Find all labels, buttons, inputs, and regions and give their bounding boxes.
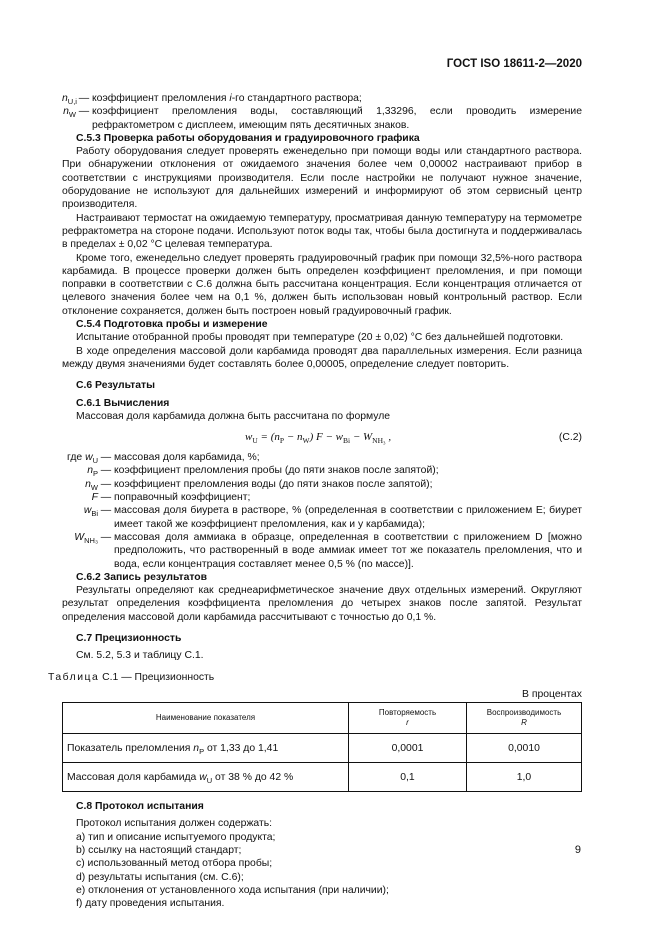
formula-c2: [62, 423, 582, 451]
paragraph: Протокол испытания должен содержать:: [76, 818, 273, 830]
table-header: Повторяемость r: [349, 703, 467, 734]
list-item: f) дату проведения испытания.: [76, 898, 225, 910]
table-caption: Таблица С.1 — Прецизионность: [48, 671, 215, 683]
definition-item: F — поправочный коэффициент;: [91, 492, 251, 504]
section-title-c8: С.8 Протокол испытания: [76, 801, 204, 813]
document-header: ГОСТ ISO 18611-2—2020: [446, 58, 582, 70]
table-header: Воспроизводимость R: [467, 703, 582, 734]
paragraph: В ходе определения массовой доли карбамида проводят два параллельных измерения. Если разница между двумя значениями будет составлять более 0,00005, определение следует повторить.: [62, 345, 582, 370]
definition-item: $w_{Bi}$ — массовая доля биурета в растворе, % (определенная в соответствии с приложением Е; биурет имеет такой же коэффициент преломления, как и у карбамида);: [83, 505, 582, 530]
paragraph: Работу оборудования следует проверять еженедельно при помощи воды или стандартного раствора. При обнаружении отклонения от ожидаемого значения более чем 0,00002 настраивают прибор в соответствии с инструкциями производителя. Если после настройки не получают нужное значение, оборудование не используют для дальнейших измерений и информируют об этом сервисный центр производителя.: [62, 146, 582, 211]
definition-item: $W_{NH_3}$ — массовая доля аммиака в образце, определенная в соответствии с приложением D [можно предположить, что растворенный в воде аммиак имеет тот же показатель преломления, что и вода, если концентрация составляет менее 0,5 % (по массе)].: [74, 531, 582, 570]
definition-item: $n_{U,i}$ — коэффициент преломления i-го стандартного раствора;: [62, 93, 362, 106]
table-cell: Показатель преломления $n_P$ от 1,33 до 1,41: [63, 734, 349, 763]
section-title-c53: С.5.3 Проверка работы оборудования и градуировочного графика: [76, 132, 420, 144]
section-title-c7: С.7 Прецизионность: [76, 632, 182, 644]
page-number: 9: [574, 844, 581, 856]
definition-item: $n_W$ — коэффициент преломления воды, составляющий 1,33296, если проводить измерение рефрактометром с дисплеем, имеющим пять десятичных знаков.: [63, 106, 582, 131]
list-item: а) тип и описание испытуемого продукта;: [76, 831, 276, 843]
paragraph: Настраивают термостат на ожидаемую температуру, просматривая данную температуру на термометре рефрактометра на стороне подачи. Используют поток воды так, чтобы была достигнута и поддерживалась в пределах ± 0,02 °С целевая температура.: [62, 212, 582, 251]
list-item: d) результаты испытания (см. С.6);: [76, 871, 244, 883]
table-cell: 0,1: [349, 763, 467, 792]
table-header-row: [63, 703, 582, 734]
section-title-c54: С.5.4 Подготовка пробы и измерение: [76, 319, 268, 331]
section-title-c6: С.6 Результаты: [76, 380, 155, 392]
paragraph: Кроме того, еженедельно следует проверять градуировочный график при помощи 32,5%-ного раствора карбамида. В процессе проверки должен быть определен коэффициент преломления, и при помощи поправки в соответствии с С.6 должна быть рассчитана концентрация. Если концентрация отличается от целевого значения более чем на 0,1 %, должен быть использован новый контрольный раствор. Если отклонение сохраняется, должен быть построен новый градуировочный график.: [62, 252, 582, 317]
section-title-c62: С.6.2 Запись результатов: [76, 571, 208, 583]
list-item: b) ссылку на настоящий стандарт;: [76, 845, 242, 857]
paragraph: Испытание отобранной пробы проводят при температуре (20 ± 0,02) °С без дальнейшей подготовки.: [76, 332, 564, 344]
list-item: с) использованный метод отбора пробы;: [76, 858, 273, 870]
paragraph: См. 5.2, 5.3 и таблицу С.1.: [76, 650, 204, 662]
report-list: [62, 831, 582, 911]
definition-item: $n_P$ — коэффициент преломления пробы (до пяти знаков после запятой);: [87, 465, 439, 479]
table-cell: Массовая доля карбамида $w_U$ от 38 % до 42 %: [63, 763, 349, 792]
formula-number: (С.2): [558, 432, 582, 444]
page-content: [48, 92, 582, 911]
definition-item: $n_W$ — коэффициент преломления воды (до пяти знаков после запятой);: [85, 478, 433, 492]
table-row: [63, 763, 582, 792]
formula-definitions: [62, 451, 582, 571]
formula-expression: $w_U = (n_P - n_W) F - w_{Bi} - W_{NH_3}$ ,: [245, 431, 392, 446]
section-title-c61: С.6.1 Вычисления: [76, 397, 170, 409]
table-row: [63, 734, 582, 763]
table-cell: 0,0001: [349, 734, 467, 763]
paragraph: Массовая доля карбамида должна быть рассчитана по формуле: [76, 410, 391, 422]
table-header: Наименование показателя: [63, 703, 349, 734]
table-cell: 0,0010: [467, 734, 582, 763]
defs-top: [62, 92, 582, 132]
table-units: В процентах: [522, 688, 582, 700]
table-cell: 1,0: [467, 763, 582, 792]
definition-item: где $w_U$ — массовая доля карбамида, %;: [67, 452, 260, 466]
paragraph: Результаты определяют как среднеарифметическое значение двух отдельных измерений. Округляют результат определения коэффициента преломления до четырех знаков после запятой. Результат определения массовой доли карбамида рассчитывают с точностью до 0,1 %.: [62, 585, 582, 623]
precision-table: [62, 702, 582, 792]
list-item: е) отклонения от установленного хода испытания (при наличии);: [76, 884, 389, 896]
